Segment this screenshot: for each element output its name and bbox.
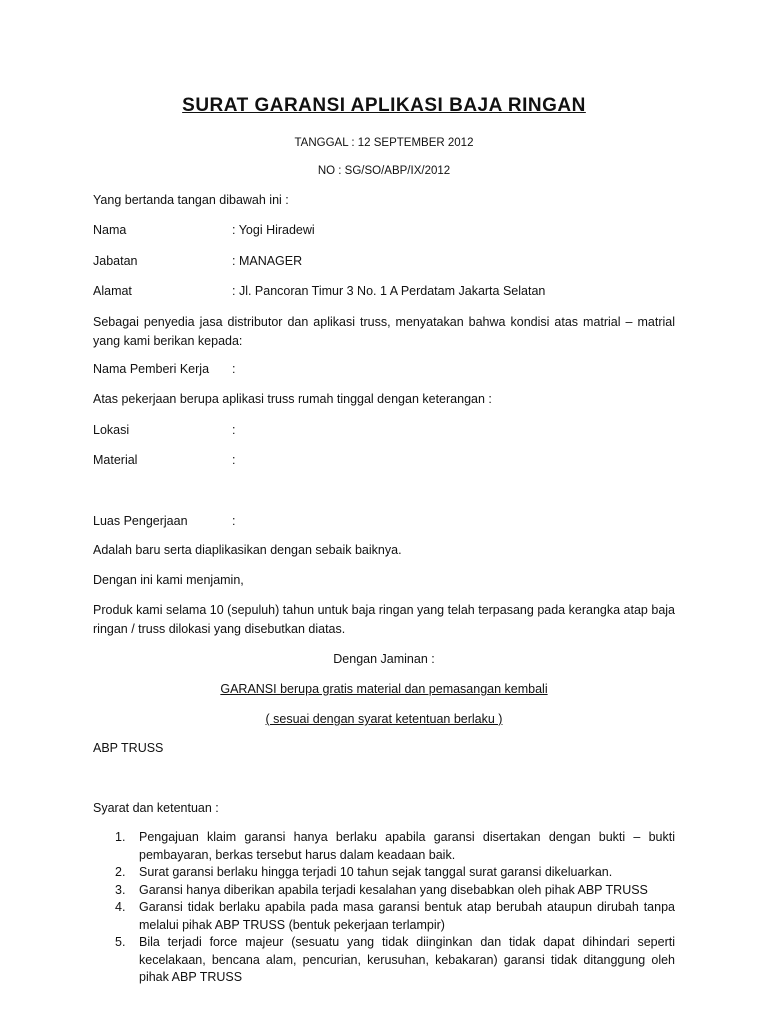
terms-item-number: 1.	[115, 830, 126, 844]
terms-item-number: 2.	[115, 865, 126, 879]
terms-list	[93, 829, 675, 987]
terms-item-text: Garansi hanya diberikan apabila terjadi kesalahan yang disebabkan oleh pihak ABP TRUSS	[139, 882, 648, 897]
name-label: Nama	[93, 223, 127, 237]
guarantee-line: GARANSI berupa gratis material dan pemasangan kembali	[220, 682, 548, 696]
company-name: ABP TRUSS	[93, 741, 164, 755]
applied-text: Adalah baru serta diaplikasikan dengan sebaik baiknya.	[93, 543, 402, 557]
intro-text: Yang bertanda tangan dibawah ini :	[93, 193, 289, 207]
number-line: NO : SG/SO/ABP/IX/2012	[317, 165, 451, 177]
terms-item-text: Pengajuan klaim garansi hanya berlaku apabila garansi disertakan dengan bukti – bukti pembayaran, berkas tersebut harus dalam keadaan baik.	[139, 830, 675, 862]
terms-heading: Syarat dan ketentuan :	[93, 801, 219, 815]
terms-item	[93, 899, 675, 934]
terms-item	[93, 934, 675, 987]
terms-item	[93, 864, 675, 882]
terms-item	[93, 882, 675, 900]
employer-label: Nama Pemberi Kerja	[93, 362, 210, 376]
location-label: Lokasi	[93, 423, 130, 437]
employer-value: :	[232, 362, 236, 376]
terms-item-text: Bila terjadi force majeur (sesuatu yang tidak diinginkan dan tidak dapat dihindari seperti kecelakaan, bencana alam, pencurian, kerusuhan, kebakaran) garansi tidak ditanggung oleh pihak ABP TRUSS	[139, 935, 675, 984]
terms-item-number: 3.	[115, 882, 126, 897]
statement-paragraph: Sebagai penyedia jasa distributor dan aplikasi truss, menyatakan bahwa kondisi atas matrial – matrial yang kami berikan kepada:	[93, 315, 675, 348]
name-value: : Yogi Hiradewi	[232, 223, 315, 237]
terms-item	[93, 829, 675, 864]
guarantee-intro: Dengan ini kami menjamin,	[93, 573, 244, 587]
material-label: Material	[93, 453, 138, 467]
position-value: : MANAGER	[232, 254, 303, 268]
area-label: Luas Pengerjaan	[93, 514, 188, 528]
terms-item-text: Surat garansi berlaku hingga terjadi 10 tahun sejak tanggal surat garansi dikeluarkan.	[139, 865, 613, 879]
with-guarantee-heading: Dengan Jaminan :	[333, 652, 435, 666]
terms-item-number: 5.	[115, 935, 126, 949]
address-label: Alamat	[93, 284, 132, 298]
terms-item-text: Garansi tidak berlaku apabila pada masa garansi bentuk atap berubah ataupun dirubah tanpa melalui pihak ABP TRUSS (bentuk pekerjaan terlampir)	[139, 900, 675, 932]
product-statement: Produk kami selama 10 (sepuluh) tahun untuk baja ringan yang telah terpasang pada kerangka atap baja ringan / truss dilokasi yang disebutkan diatas.	[93, 603, 675, 636]
address-value: : Jl. Pancoran Timur 3 No. 1 A Perdatam Jakarta Selatan	[232, 284, 546, 298]
area-value: :	[232, 514, 236, 528]
date-line: TANGGAL : 12 SEPTEMBER 2012	[294, 137, 474, 149]
terms-item-number: 4.	[115, 900, 126, 914]
conditions-note: ( sesuai dengan syarat ketentuan berlaku )	[265, 712, 503, 726]
material-value: :	[232, 453, 236, 467]
location-value: :	[232, 423, 236, 437]
document-title: SURAT GARANSI APLIKASI BAJA RINGAN	[182, 95, 586, 116]
work-intro: Atas pekerjaan berupa aplikasi truss rumah tinggal dengan keterangan :	[93, 392, 492, 406]
position-label: Jabatan	[93, 254, 138, 268]
